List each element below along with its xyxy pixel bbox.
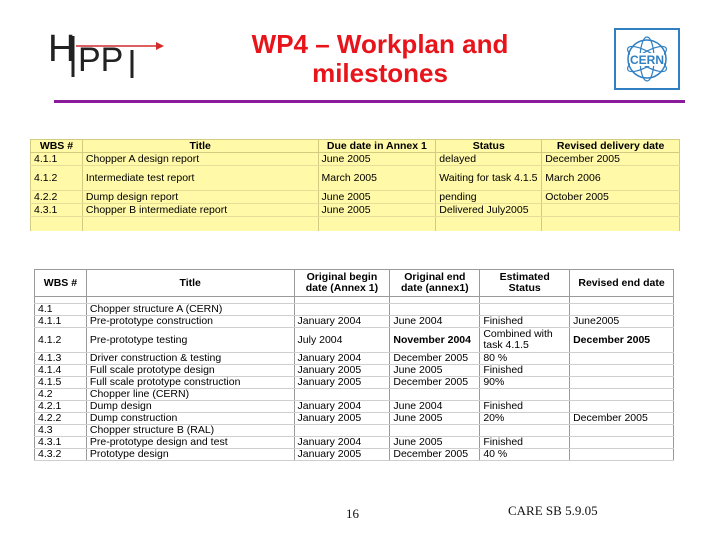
- table-row: [35, 377, 674, 389]
- table-header-row: [31, 140, 680, 153]
- cell: Chopper structure B (RAL): [86, 425, 294, 437]
- table-header-row: [35, 270, 674, 297]
- cell: Chopper line (CERN): [86, 389, 294, 401]
- column-header: WBS #: [35, 270, 87, 297]
- title-line-2: milestones: [312, 58, 448, 88]
- cell: Chopper A design report: [82, 153, 318, 166]
- cell: Chopper B intermediate report: [82, 204, 318, 217]
- cell: January 2004: [294, 437, 390, 449]
- cell: [294, 304, 390, 316]
- cell: [570, 377, 674, 389]
- cell: December 2005: [542, 153, 680, 166]
- table-row: [35, 437, 674, 449]
- cell: delayed: [436, 153, 542, 166]
- column-header: Status: [436, 140, 542, 153]
- table-row: [35, 401, 674, 413]
- cell: Dump design: [86, 401, 294, 413]
- cell: 4.1: [35, 304, 87, 316]
- table-row: [35, 304, 674, 316]
- table-row: [35, 413, 674, 425]
- cell: January 2005: [294, 365, 390, 377]
- table-row: [35, 316, 674, 328]
- cell: 4.2.1: [35, 401, 87, 413]
- cell: [542, 204, 680, 217]
- cell: December 2005: [390, 353, 480, 365]
- cell: Delivered July2005: [436, 204, 542, 217]
- table-row: [31, 153, 680, 166]
- cell: [570, 389, 674, 401]
- cell: 4.3.2: [35, 449, 87, 461]
- cell: 4.1.5: [35, 377, 87, 389]
- cell: Pre-prototype construction: [86, 316, 294, 328]
- cell: 4.2: [35, 389, 87, 401]
- cell: June 2005: [390, 413, 480, 425]
- cell: 90%: [480, 377, 570, 389]
- cell: January 2005: [294, 449, 390, 461]
- cell: 80 %: [480, 353, 570, 365]
- cell: Driver construction & testing: [86, 353, 294, 365]
- cell: [480, 304, 570, 316]
- cell: [570, 304, 674, 316]
- cell: Dump construction: [86, 413, 294, 425]
- cell: Pre-prototype design and test: [86, 437, 294, 449]
- title-divider: [54, 100, 685, 103]
- cell: Dump design report: [82, 191, 318, 204]
- cell: June2005: [570, 316, 674, 328]
- cell: July 2004: [294, 328, 390, 353]
- workplan-table: [34, 269, 674, 461]
- title-line-1: WP4 – Workplan and: [251, 29, 509, 59]
- cell: 4.3.1: [35, 437, 87, 449]
- cell: [390, 304, 480, 316]
- table-row: [31, 191, 680, 204]
- cell: Finished: [480, 365, 570, 377]
- cell: January 2004: [294, 401, 390, 413]
- cell: [570, 353, 674, 365]
- cell: Pre-prototype testing: [86, 328, 294, 353]
- cell: June 2004: [390, 401, 480, 413]
- cell: 4.3: [35, 425, 87, 437]
- cell: January 2004: [294, 353, 390, 365]
- cell: June 2005: [318, 204, 436, 217]
- cell: 4.1.3: [35, 353, 87, 365]
- cell: 4.2.2: [31, 191, 83, 204]
- column-header: Due date in Annex 1: [318, 140, 436, 153]
- cell: 4.3.1: [31, 204, 83, 217]
- cell: Full scale prototype construction: [86, 377, 294, 389]
- column-header: Revised delivery date: [542, 140, 680, 153]
- cell: [390, 389, 480, 401]
- cell: Intermediate test report: [82, 166, 318, 191]
- cell: 20%: [480, 413, 570, 425]
- page-number: 16: [346, 506, 359, 521]
- cell: [570, 401, 674, 413]
- cell: Combined with task 4.1.5: [480, 328, 570, 353]
- cell: [390, 425, 480, 437]
- cell: Full scale prototype design: [86, 365, 294, 377]
- cell: December 2005: [390, 449, 480, 461]
- deliverables-table: [30, 139, 680, 231]
- table-row: [35, 328, 674, 353]
- column-header: WBS #: [31, 140, 83, 153]
- cell: March 2005: [318, 166, 436, 191]
- cell: March 2006: [542, 166, 680, 191]
- cell: [570, 449, 674, 461]
- cell: June 2005: [318, 191, 436, 204]
- cell: December 2005: [570, 413, 674, 425]
- cell: Prototype design: [86, 449, 294, 461]
- cell: January 2004: [294, 316, 390, 328]
- table-row: [31, 166, 680, 191]
- table-row: [35, 389, 674, 401]
- cell: [480, 425, 570, 437]
- table-row: [35, 353, 674, 365]
- column-header: Title: [82, 140, 318, 153]
- cell: pending: [436, 191, 542, 204]
- column-header: Title: [86, 270, 294, 297]
- table-padding-row: [31, 217, 680, 232]
- cern-logo-text: CERN: [629, 53, 665, 67]
- cell: [294, 425, 390, 437]
- cell: [480, 389, 570, 401]
- svg-text:H: H: [48, 28, 76, 70]
- cell: October 2005: [542, 191, 680, 204]
- cell: Finished: [480, 437, 570, 449]
- cell: [570, 425, 674, 437]
- cell: 4.1.4: [35, 365, 87, 377]
- cell: 4.1.2: [35, 328, 87, 353]
- cell: Finished: [480, 316, 570, 328]
- cell: June 2005: [390, 365, 480, 377]
- cell: [294, 389, 390, 401]
- cell: June 2005: [318, 153, 436, 166]
- table-row: [31, 204, 680, 217]
- cell: Waiting for task 4.1.5: [436, 166, 542, 191]
- cell: December 2005: [390, 377, 480, 389]
- cell: January 2005: [294, 413, 390, 425]
- cell: 4.1.2: [31, 166, 83, 191]
- cell: 4.2.2: [35, 413, 87, 425]
- hippi-logo: [48, 28, 168, 80]
- table-row: [35, 425, 674, 437]
- footer-text: CARE SB 5.9.05: [508, 503, 598, 518]
- slide-title: [200, 30, 560, 88]
- cell: 40 %: [480, 449, 570, 461]
- cell: January 2005: [294, 377, 390, 389]
- column-header: Revised end date: [570, 270, 674, 297]
- cern-logo: [614, 28, 680, 90]
- cell: Chopper structure A (CERN): [86, 304, 294, 316]
- column-header: Original end date (annex1): [390, 270, 480, 297]
- cell: 4.1.1: [31, 153, 83, 166]
- cell: Finished: [480, 401, 570, 413]
- column-header: Original begin date (Annex 1): [294, 270, 390, 297]
- svg-text:PP: PP: [78, 41, 124, 79]
- cell: June 2005: [390, 437, 480, 449]
- cell: [570, 365, 674, 377]
- table-row: [35, 365, 674, 377]
- cell: November 2004: [390, 328, 480, 353]
- cell: [570, 437, 674, 449]
- table-row: [35, 449, 674, 461]
- cell: December 2005: [570, 328, 674, 353]
- cell: June 2004: [390, 316, 480, 328]
- cell: 4.1.1: [35, 316, 87, 328]
- column-header: Estimated Status: [480, 270, 570, 297]
